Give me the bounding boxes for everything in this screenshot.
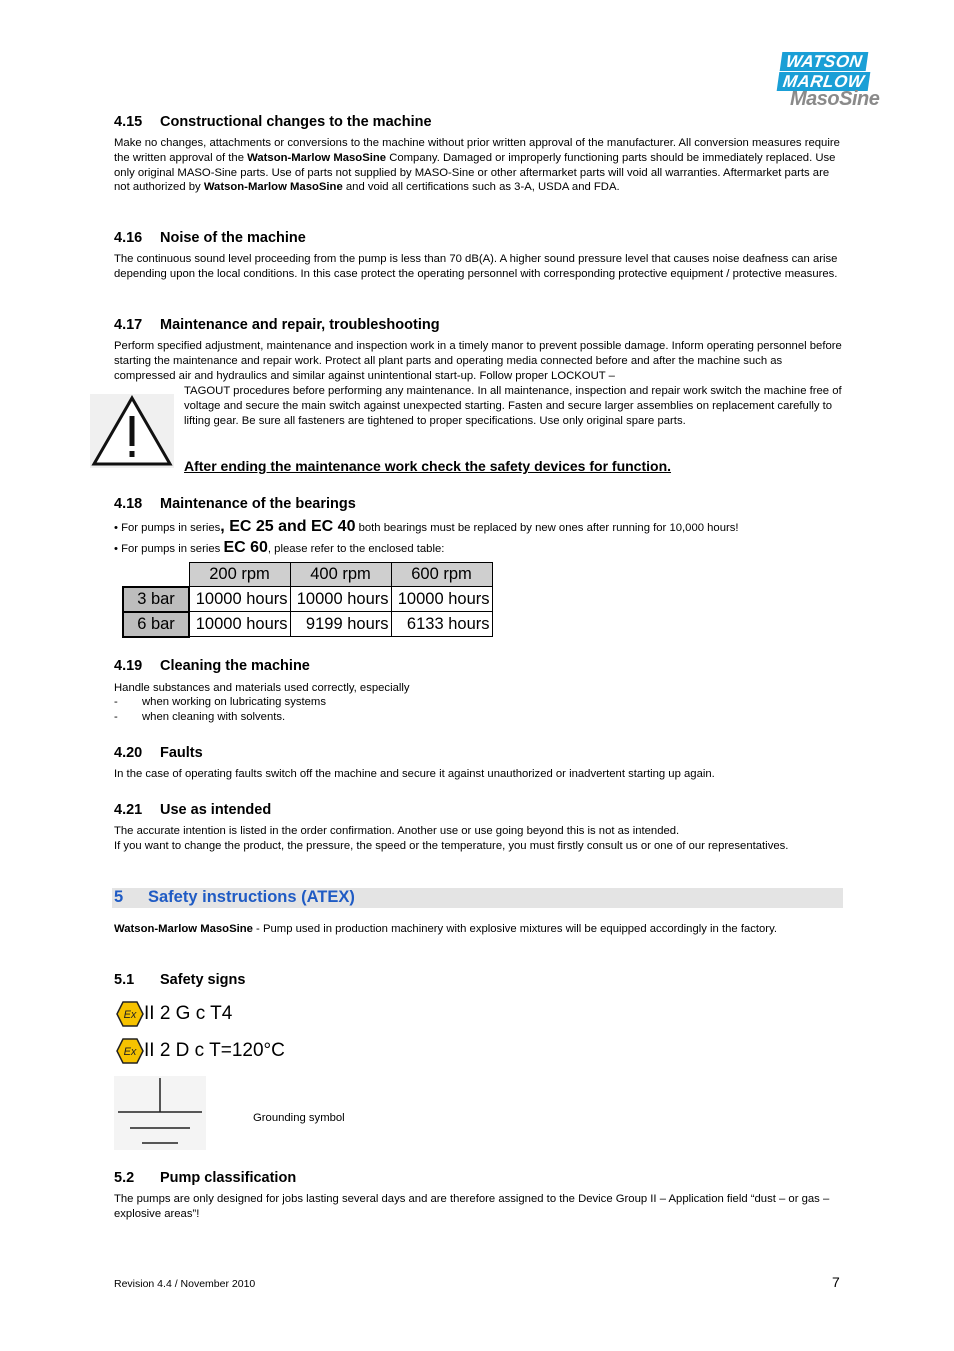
table-row <box>123 612 492 637</box>
heading-4-19: 4.19 Cleaning the machine <box>114 658 310 674</box>
table-col-header: 200 rpm <box>189 563 290 587</box>
section-5-heading <box>112 888 843 908</box>
paragraph-4-15: Make no changes, attachments or conversions to the machine without prior written approval of the manufacturer. All conversion measures require the written approval of the Watson-Marlow MasoSine Company. Damaged or improperly functioning parts should be immediately replaced. Use only original MASO-Sine parts. Use of parts not supplied by MASO-Sine or other aftermarket parts will void all warranties. Aftermarket parts are not authorized by Watson-Marlow MasoSine and void all certifications such as 3-A, USDA and FDA. <box>114 137 840 194</box>
bearing-table <box>122 562 493 638</box>
table-cell: 10000 hours <box>189 587 290 612</box>
table-col-header: 400 rpm <box>290 563 391 587</box>
warning-triangle-icon <box>90 394 174 468</box>
ex-hexagon-icon <box>116 1038 144 1064</box>
company-logo <box>778 50 902 112</box>
heading-4-21: 4.21 Use as intended <box>114 802 272 818</box>
section-5-title: Safety instructions (ATEX) <box>148 888 355 906</box>
section-5-number: 5 <box>114 888 124 906</box>
heading-5-2: 5.2 Pump classification <box>114 1170 297 1186</box>
logo-line-2: MARLOW <box>777 72 871 91</box>
logo-line-3: MasoSine <box>790 88 880 110</box>
paragraph-4-17-lockout: TAGOUT procedures before performing any maintenance. In all maintenance, inspection and repair work switch the machine free of voltage and secure the main switch against unexpected starting. Fasten and secure larger assemblies on replacement carefully to lifting gear. Be sure all fasteners are tightened to proper specifications. Use only original spare parts. <box>184 385 842 427</box>
svg-text:Ex: Ex <box>123 1046 137 1058</box>
grounding-symbol-icon <box>114 1076 206 1150</box>
heading-4-15: 4.15 Constructional changes to the machine <box>114 114 432 130</box>
heading-4-20: 4.20 Faults <box>114 745 203 761</box>
table-row <box>123 587 492 612</box>
paragraph-4-21-b: If you want to change the product, the pressure, the speed or the temperature, you must firstly consult us or one of our representatives. <box>114 840 789 852</box>
table-corner <box>123 563 189 587</box>
table-cell: 9199 hours <box>290 612 391 637</box>
paragraph-4-19: Handle substances and materials used correctly, especially <box>114 682 410 694</box>
ex-hexagon-icon <box>116 1001 144 1027</box>
paragraph-4-21-a: The accurate intention is listed in the order confirmation. Another use or use going beyond this is not as intended. <box>114 825 680 837</box>
logo-line-1: WATSON <box>780 52 869 71</box>
table-row-header: 6 bar <box>123 612 189 637</box>
list-item: - when cleaning with solvents. <box>114 711 286 723</box>
heading-4-16: 4.16 Noise of the machine <box>114 230 306 246</box>
table-cell: 10000 hours <box>391 587 492 612</box>
table-row-header: 3 bar <box>123 587 189 612</box>
paragraph-4-16: The continuous sound level proceeding from the pump is less than 70 dB(A). A higher sound pressure level that causes noise deafness can arise depending upon the local conditions. In this case protect the operating personnel with corresponding protective equipment / protective measures. <box>114 253 838 280</box>
atex-sign-gas: Ex II 2 G c T4 <box>116 1001 232 1027</box>
heading-4-18: 4.18 Maintenance of the bearings <box>114 496 356 512</box>
maintenance-warning: After ending the maintenance work check the safety devices for function. <box>184 458 672 474</box>
bearing-bullet-2: • For pumps in series EC 60, please refer to the enclosed table: <box>114 539 445 556</box>
paragraph-5: Watson-Marlow MasoSine - Pump used in production machinery with explosive mixtures will be equipped accordingly in the factory. <box>114 923 778 935</box>
heading-4-17: 4.17 Maintenance and repair, troubleshooting <box>114 317 440 333</box>
revision-footer: Revision 4.4 / November 2010 <box>114 1278 256 1290</box>
atex-sign-dust: Ex II 2 D c T=120°C <box>116 1038 285 1064</box>
table-cell: 10000 hours <box>290 587 391 612</box>
paragraph-4-20: In the case of operating faults switch off the machine and secure it against unauthorized or inadvertent starting up again. <box>114 768 715 780</box>
paragraph-5-2: The pumps are only designed for jobs lasting several days and are therefore assigned to the Device Group II – Application field “dust – or gas – explosive areas”! <box>114 1193 830 1220</box>
grounding-symbol-label: Grounding symbol <box>253 1112 345 1124</box>
table-col-header: 600 rpm <box>391 563 492 587</box>
bearing-bullet-1: • For pumps in series, EC 25 and EC 40 both bearings must be replaced by new ones after running for 10,000 hours! <box>114 518 739 535</box>
heading-5-1: 5.1 Safety signs <box>114 972 246 988</box>
list-item: - when working on lubricating systems <box>114 696 326 708</box>
table-cell: 6133 hours <box>391 612 492 637</box>
paragraph-4-17: Perform specified adjustment, maintenance and inspection work in a timely manor to prevent possible damage. Inform operating personnel before starting the maintenance and repair work. Protect all plant parts and operating media connected before and after the machine such as compressed air and hydraulics and similar against unintentional start-up. Follow proper LOCKOUT – <box>114 340 842 382</box>
svg-text:Ex: Ex <box>123 1009 137 1021</box>
table-cell: 10000 hours <box>189 612 290 637</box>
page-number: 7 <box>832 1274 840 1290</box>
